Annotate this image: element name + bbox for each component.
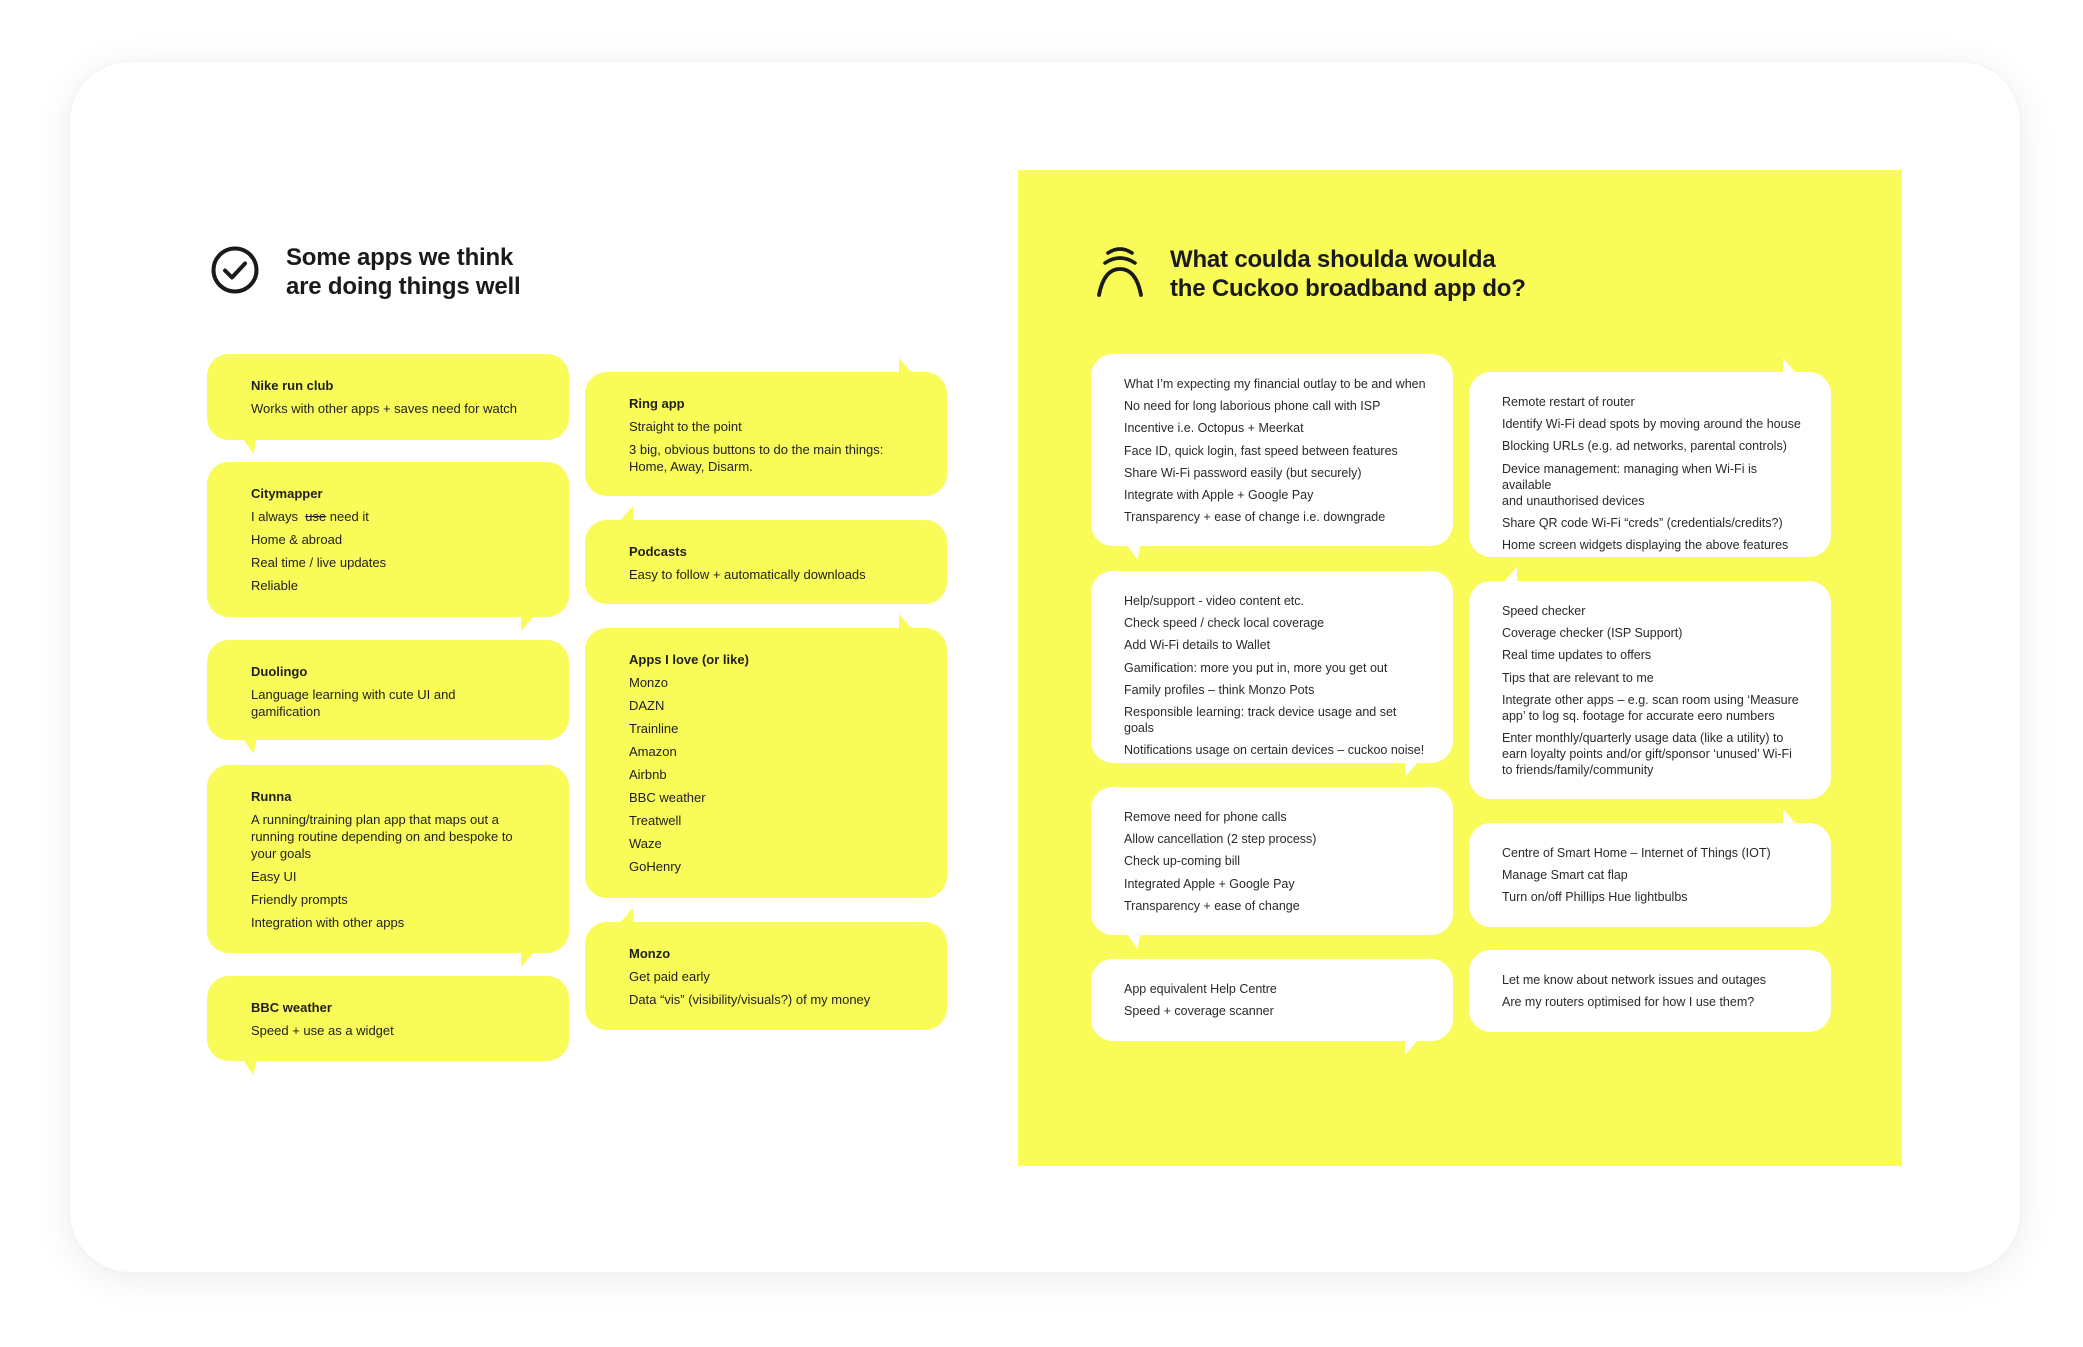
- idea-line: to friends/family/community: [1502, 762, 1654, 777]
- idea-line: and unauthorised devices: [1502, 493, 1645, 508]
- idea-line: Gamification: more you put in, more you get out: [1124, 660, 1388, 675]
- app-card-title: Podcasts: [629, 544, 687, 559]
- idea-line: Speed + coverage scanner: [1124, 1004, 1274, 1019]
- struck-word: use: [305, 509, 327, 524]
- idea-line: Integrate with Apple + Google Pay: [1124, 487, 1314, 502]
- right-title-line1: What coulda shoulda woulda: [1170, 245, 1496, 273]
- idea-line: App equivalent Help Centre: [1124, 982, 1277, 996]
- app-card-nike: [207, 354, 569, 440]
- app-card-title: Nike run club: [251, 378, 334, 393]
- bubble-tail: [1124, 933, 1141, 949]
- left-title-line1: Some apps we think: [286, 244, 514, 271]
- app-card-line: Data “vis” (visibility/visuals?) of my money: [629, 992, 871, 1007]
- left-heading: [210, 243, 521, 301]
- app-card-apps-i-love: [585, 628, 947, 898]
- bubble-tail: [240, 738, 257, 754]
- idea-card-7: [1469, 823, 1831, 927]
- bubble-tail: [1783, 358, 1797, 374]
- app-card-line: Language learning with cute UI and: [251, 687, 456, 702]
- app-card-line: Treatwell: [629, 813, 682, 828]
- idea-line: Share QR code Wi-Fi “creds” (credentials/credits?): [1502, 515, 1783, 530]
- idea-line: Device management: managing when Wi-Fi is available: [1502, 461, 1757, 492]
- bubble-tail: [899, 614, 913, 630]
- app-card-line: Get paid early: [629, 969, 710, 984]
- app-card-line: your goals: [251, 846, 311, 861]
- app-card-podcasts: [585, 520, 947, 604]
- app-card-line: Easy UI: [251, 869, 297, 884]
- bubble-tail: [619, 506, 633, 522]
- bubble-tail: [1405, 1039, 1419, 1055]
- idea-line: Share Wi-Fi password easily (but securely): [1124, 465, 1362, 480]
- app-card-duolingo: [207, 640, 569, 740]
- idea-line: Allow cancellation (2 step process): [1124, 832, 1317, 847]
- idea-card-3: [1091, 787, 1453, 935]
- text-fragment: need it: [329, 509, 369, 524]
- idea-line: Remove need for phone calls: [1124, 810, 1287, 824]
- idea-card-5: [1469, 372, 1831, 557]
- idea-line: Notifications usage on certain devices – cuckoo noise!: [1124, 743, 1425, 758]
- idea-line: Transparency + ease of change i.e. downgrade: [1124, 510, 1386, 525]
- idea-line: Integrated Apple + Google Pay: [1124, 876, 1295, 891]
- app-card-line: 3 big, obvious buttons to do the main things:: [629, 442, 884, 457]
- idea-line: Remote restart of router: [1502, 395, 1635, 409]
- bubble-tail: [521, 615, 535, 631]
- bubble-tail: [899, 358, 913, 374]
- app-card-monzo: [585, 922, 947, 1030]
- idea-line: Face ID, quick login, fast speed between features: [1124, 443, 1398, 458]
- cuckoo-logo-icon: [1096, 243, 1144, 304]
- app-card-line: BBC weather: [629, 790, 706, 805]
- idea-line: Transparency + ease of change: [1124, 898, 1300, 913]
- app-card-line: Integration with other apps: [251, 915, 405, 930]
- idea-line: app’ to log sq. footage for accurate eero numbers: [1502, 708, 1775, 723]
- app-card-line: Straight to the point: [629, 419, 742, 434]
- idea-line: Turn on/off Phillips Hue lightbulbs: [1502, 890, 1688, 905]
- idea-line: Home screen widgets displaying the above features: [1502, 537, 1789, 552]
- text-fragment: I always: [251, 509, 298, 524]
- app-card-runna: [207, 765, 569, 953]
- check-circle-icon: [210, 245, 260, 300]
- idea-card-2: [1091, 571, 1453, 763]
- idea-line: Are my routers optimised for how I use them?: [1502, 995, 1755, 1010]
- left-title: [286, 243, 521, 301]
- app-card-line: Home, Away, Disarm.: [629, 459, 753, 474]
- app-card-citymapper: [207, 462, 569, 617]
- left-title-line2: are doing things well: [286, 273, 521, 300]
- app-card-line: [251, 508, 539, 525]
- app-card-line: running routine depending on and bespoke to: [251, 829, 513, 844]
- right-title: [1170, 245, 1526, 303]
- idea-line: What I’m expecting my financial outlay to be and when: [1124, 377, 1426, 391]
- idea-line: Let me know about network issues and outages: [1502, 973, 1767, 987]
- app-card-line: Works with other apps + saves need for watch: [251, 401, 518, 416]
- app-card-line: Monzo: [629, 675, 669, 690]
- bubble-tail: [521, 951, 535, 967]
- bubble-tail: [1783, 809, 1797, 825]
- idea-card-8: [1469, 950, 1831, 1032]
- app-card-ring: [585, 372, 947, 496]
- app-card-bbc-weather: [207, 976, 569, 1061]
- idea-card-1: [1091, 354, 1453, 546]
- app-card-line: Reliable: [251, 578, 298, 593]
- idea-line: Speed checker: [1502, 604, 1586, 618]
- app-card-line: Friendly prompts: [251, 892, 348, 907]
- idea-line: Tips that are relevant to me: [1502, 670, 1654, 685]
- idea-line: No need for long laborious phone call with ISP: [1124, 399, 1381, 414]
- idea-line: Integrate other apps – e.g. scan room using ‘Measure: [1502, 692, 1799, 707]
- bubble-tail: [240, 438, 257, 454]
- idea-card-4: [1091, 959, 1453, 1041]
- idea-card-6: [1469, 581, 1831, 799]
- idea-line: Family profiles – think Monzo Pots: [1124, 682, 1315, 697]
- app-card-line: Trainline: [629, 721, 679, 736]
- app-card-title: Citymapper: [251, 486, 323, 501]
- app-card-title: Runna: [251, 789, 292, 804]
- bubble-tail: [1405, 761, 1419, 777]
- right-heading: [1096, 243, 1526, 304]
- bubble-tail: [240, 1059, 257, 1075]
- app-card-line: Speed + use as a widget: [251, 1023, 394, 1038]
- app-card-title: BBC weather: [251, 1000, 332, 1015]
- idea-line: Add Wi-Fi details to Wallet: [1124, 638, 1271, 653]
- idea-line: Enter monthly/quarterly usage data (like a utility) to: [1502, 730, 1784, 745]
- idea-line: Incentive i.e. Octopus + Meerkat: [1124, 421, 1304, 436]
- idea-line: Blocking URLs (e.g. ad networks, parental controls): [1502, 439, 1787, 454]
- idea-line: Centre of Smart Home – Internet of Things (IOT): [1502, 846, 1771, 860]
- idea-line: Identify Wi-Fi dead spots by moving around the house: [1502, 417, 1801, 432]
- app-card-line: Airbnb: [629, 767, 667, 782]
- idea-line: Responsible learning: track device usage and set goals: [1124, 704, 1397, 735]
- idea-line: Check up-coming bill: [1124, 854, 1241, 869]
- idea-line: earn loyalty points and/or gift/sponsor ‘unused’ Wi-Fi: [1502, 746, 1792, 761]
- app-card-line: gamification: [251, 704, 321, 719]
- app-card-line: Real time / live updates: [251, 555, 387, 570]
- idea-line: Check speed / check local coverage: [1124, 616, 1325, 631]
- app-card-title: Duolingo: [251, 664, 308, 679]
- app-card-title: Ring app: [629, 396, 685, 411]
- app-card-title: Monzo: [629, 946, 671, 961]
- idea-line: Coverage checker (ISP Support): [1502, 626, 1683, 641]
- app-card-title: Apps I love (or like): [629, 652, 749, 667]
- bubble-tail: [619, 908, 633, 924]
- bubble-tail: [1503, 567, 1517, 583]
- idea-line: Manage Smart cat flap: [1502, 868, 1628, 883]
- app-card-line: Waze: [629, 836, 662, 851]
- app-card-line: Easy to follow + automatically downloads: [629, 567, 866, 582]
- bubble-tail: [1124, 544, 1141, 560]
- idea-line: Real time updates to offers: [1502, 648, 1652, 663]
- app-card-line: DAZN: [629, 698, 665, 713]
- app-card-line: Amazon: [629, 744, 677, 759]
- app-card-line: Home & abroad: [251, 532, 343, 547]
- right-title-line2: the Cuckoo broadband app do?: [1170, 274, 1526, 302]
- app-card-line: A running/training plan app that maps out a: [251, 812, 499, 827]
- app-card-line: GoHenry: [629, 859, 682, 874]
- idea-line: Help/support - video content etc.: [1124, 594, 1304, 608]
